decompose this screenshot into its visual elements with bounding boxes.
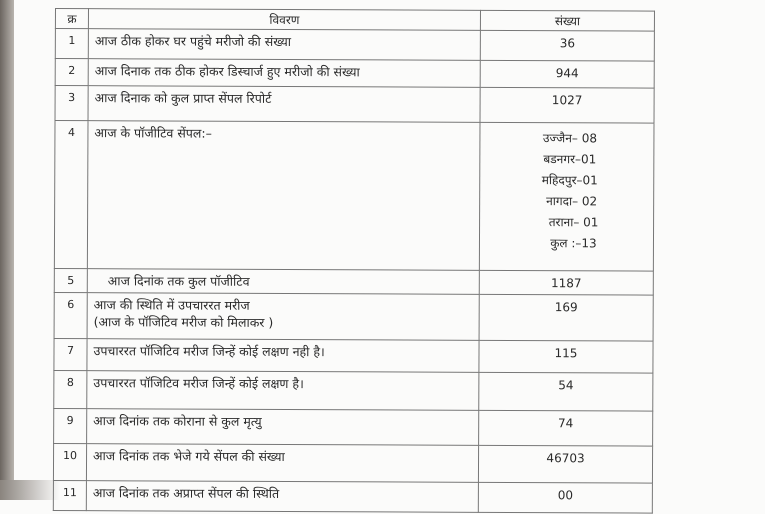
row-description: आज दिनाक तक ठीक होकर डिस्चार्ज हुए मरीजो की संख्या xyxy=(88,59,480,88)
row-number: 5 xyxy=(54,268,87,292)
row-description xyxy=(87,293,479,341)
covid-status-table xyxy=(53,8,655,514)
row-number: 4 xyxy=(54,121,88,269)
row-description: उपचाररत पॉजिटिव मरीज जिन्हें कोई लक्षण नही है। xyxy=(87,339,479,373)
row-number: 1 xyxy=(55,29,88,59)
table-row xyxy=(53,443,652,483)
table-row xyxy=(55,29,654,62)
positive-breakdown xyxy=(479,122,654,271)
breakdown-mahidpur: महिदपुर–01 xyxy=(541,173,598,188)
table-header xyxy=(55,9,654,32)
row-number: 10 xyxy=(53,443,86,480)
row-number: 3 xyxy=(55,86,88,121)
table-row xyxy=(54,292,653,341)
row-description: आज दिनांक तक कोराना से कुल मृत्यु xyxy=(87,409,479,446)
row-description-line2: (आज के पॉजिटिव मरीज को मिलाकर ) xyxy=(93,314,274,330)
row-description: आज दिनांक तक अप्राप्त सेंपल की स्थिति xyxy=(86,481,478,513)
row-count: 1187 xyxy=(479,270,653,295)
row-number: 9 xyxy=(54,408,87,443)
row-count: 00 xyxy=(478,482,652,513)
breakdown-tarana: तराना– 01 xyxy=(548,215,599,230)
table-row xyxy=(55,59,654,89)
row-count: 74 xyxy=(479,410,653,446)
breakdown-ujjain: उज्जैन– 08 xyxy=(542,131,598,146)
table-row xyxy=(55,86,654,124)
table-row xyxy=(54,268,653,295)
row-description: आज दिनांक तक भेजे गये सेंपल की संख्या xyxy=(86,444,478,483)
row-count: 169 xyxy=(479,294,653,341)
row-description-line1: आज की स्थिति में उपचाररत मरीज xyxy=(93,297,250,313)
row-description: आज के पॉजीटिव सेंपल:– xyxy=(87,121,480,271)
row-description: आज दिनाक को कुल प्राप्त सेंपल रिपोर्ट xyxy=(88,86,480,123)
row-count: 46703 xyxy=(478,445,652,483)
breakdown-nagda: नागदा– 02 xyxy=(546,194,598,209)
row-description: उपचाररत पॉजिटिव मरीज जिन्हें कोई लक्षण है। xyxy=(87,371,479,411)
header-sno: क्र xyxy=(55,9,88,29)
row-description: आज दिनांक तक कुल पॉजीटिव xyxy=(87,269,479,295)
row-count: 944 xyxy=(480,60,654,88)
row-number: 7 xyxy=(54,338,87,370)
table-row xyxy=(54,121,654,272)
row-description: आज ठीक होकर घर पहुंचे मरीजो की संख्या xyxy=(88,29,480,61)
table-row xyxy=(54,370,653,411)
row-count: 36 xyxy=(480,30,654,61)
row-number: 11 xyxy=(53,480,86,510)
table-row xyxy=(53,480,652,513)
row-number: 2 xyxy=(55,59,88,86)
row-number: 8 xyxy=(54,370,87,408)
photo-edge xyxy=(0,0,14,500)
table-row xyxy=(54,338,653,373)
header-count: संख्या xyxy=(480,10,654,31)
breakdown-badnagar: बडनगर–01 xyxy=(543,152,597,167)
breakdown-total: कुल :–13 xyxy=(550,236,597,251)
header-description: विवरण xyxy=(88,9,480,31)
row-count: 1027 xyxy=(480,87,654,123)
photo-edge-bottom xyxy=(0,480,60,500)
row-number: 6 xyxy=(54,292,87,338)
table-row xyxy=(54,408,653,446)
row-count: 54 xyxy=(479,372,653,411)
row-count: 115 xyxy=(479,340,653,373)
